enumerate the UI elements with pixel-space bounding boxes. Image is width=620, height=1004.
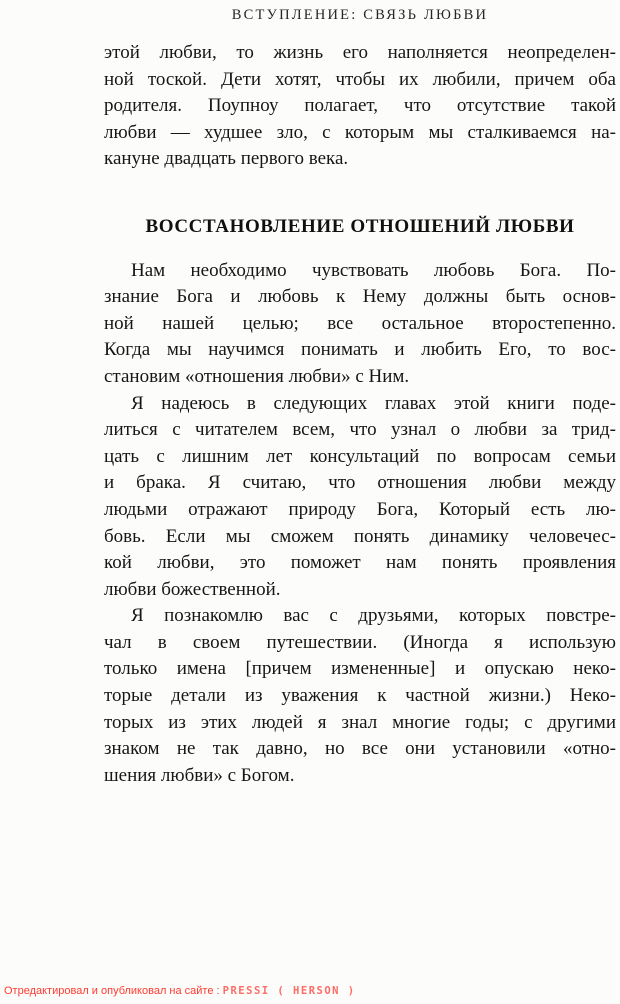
text-line: торых из этих людей я знал многие годы; с другими — [104, 711, 616, 733]
text-line: любви божественной. — [104, 578, 281, 600]
text-line: и брака. Я считаю, что отношения любви между — [104, 472, 616, 494]
watermark-footer — [4, 985, 356, 997]
text-line: знание Бога и любовь к Нему должны быть основ- — [104, 286, 616, 308]
section-heading: ВОССТАНОВЛЕНИЕ ОТНОШЕНИЙ ЛЮБВИ — [145, 215, 575, 237]
text-line: бовь. Если мы сможем понять динамику человечес- — [104, 525, 616, 547]
running-header: ВСТУПЛЕНИЕ: СВЯЗЬ ЛЮБВИ — [231, 7, 489, 23]
text-line: знаком не так давно, но все они установили «отно- — [104, 738, 616, 760]
text-line: торые детали из уважения к частной жизни.) Неко- — [104, 685, 616, 707]
text-line: становим «отношения любви» с Ним. — [104, 365, 410, 387]
text-line: кой любви, это поможет нам понять проявления — [104, 552, 616, 574]
text-line: кануне двадцать первого века. — [104, 148, 349, 170]
text-line: шения любви» с Богом. — [104, 764, 295, 786]
text-line: родителя. Поупноу полагает, что отсутствие такой — [104, 95, 616, 117]
text-line: людьми отражают природу Бога, Который есть лю- — [104, 498, 616, 520]
paragraph — [104, 40, 616, 173]
text-line: этой любви, то жизнь его наполняется неопределен- — [104, 42, 616, 63]
text-block — [104, 40, 616, 789]
text-line: Когда мы научимся понимать и любить Его, то вос- — [104, 339, 616, 361]
paragraph — [104, 258, 616, 391]
text-line: чал в своем путешествии. (Иногда я использую — [104, 631, 616, 653]
text-line: цать с лишним лет консультаций по вопросам семьи — [104, 445, 616, 467]
text-line: ной нашей целью; все остальное второстепенно. — [104, 312, 616, 334]
text-line: ной тоской. Дети хотят, чтобы их любили, причем оба — [104, 68, 616, 90]
text-line: любви — худшее зло, с которым мы сталкиваемся на- — [104, 121, 616, 143]
paragraph — [104, 391, 616, 604]
text-line: Я познакомлю вас с друзьями, которых повстре- — [131, 605, 616, 627]
text-line: только имена [причем измененные] и опускаю неко- — [104, 658, 616, 680]
text-line: Я надеюсь в следующих главах этой книги поде- — [131, 392, 616, 414]
watermark-brand: PRESSI ( HERSON ) — [222, 985, 356, 997]
paragraph — [104, 603, 616, 789]
watermark-prefix: Отредактировал и опубликовал на сайте : — [4, 985, 220, 997]
text-line: литься с читателем всем, что узнал о любви за трид- — [104, 419, 616, 441]
text-line: Нам необходимо чувствовать любовь Бога. По- — [131, 259, 616, 281]
